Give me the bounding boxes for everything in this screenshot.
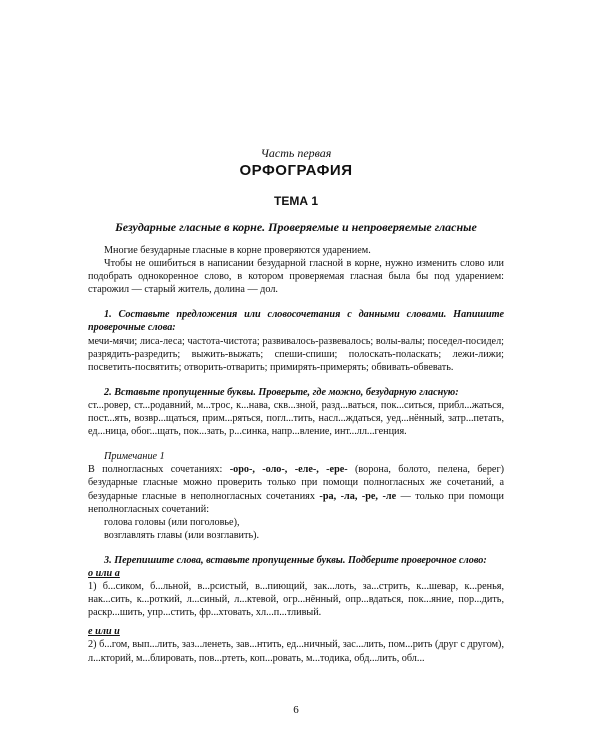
task-3-group-1-text: 1) б...сиком, б...льной, в...рсистый, в...пиющий, зак...лоть, за...стрить, к...шевар, к...ренья, нак...сить, к...роткий, л...синый, л...ктевой, огр...нённый, опр...вдаться, пок...яние, пор...дить, раскр...шить, упр...стить, фр...хтовать, хл...п...тливый.	[88, 581, 504, 619]
task-1-title: 1. Составьте предложения или словосочетания с данными словами. Напишите проверочные слова:	[88, 309, 504, 334]
note-text: В полногласных сочетаниях: -оро-, -оло-, -еле-, -ере- (ворона, болото, пелена, берег) безударные гласные можно проверить только при помощи полногласных же сочетаний, а безударные гласные в неполногласных сочетаниях -ра, -ла, -ре, -ле — только при помощи неполногласных сочетаний:	[88, 464, 505, 515]
page-body	[88, 244, 504, 665]
section-title: ОРФОГРАФИЯ	[239, 162, 353, 179]
task-1-text: мечи-мячи; лиса-леса; частота-чистота; развивалось-развевалось; волы-валы; поседел-посидел; разрядить-разредить; выжить-выжать; спеши-спиши; полоскать-поласкать; лежи-лижи; посветить-посвятить; отворить-отварить; примирять-примерять; обвивать-обвевать.	[88, 335, 504, 373]
note-combos-short: -ра, -ла, -ре, -ле	[319, 490, 397, 502]
page-number: 6	[293, 704, 299, 716]
intro-paragraph-2: Чтобы не ошибиться в написании безударной гласной в корне, нужно изменить слово или подобрать однокоренное слово, в котором проверяемая гласная была бы под ударением: старожил — старый житель, долина — дол.	[88, 258, 504, 296]
task-2-title: 2. Вставьте пропущенные буквы. Проверьте, где можно, безударную гласную:	[104, 386, 459, 398]
topic-subtitle: Безударные гласные в корне. Проверяемые и непроверяемые гласные	[115, 220, 477, 234]
note-combos-full: -оро-, -оло-, -еле-, -ере-	[229, 464, 348, 476]
part-title: Часть первая	[260, 146, 332, 160]
task-3-group-1-head: о или а	[88, 567, 120, 579]
topic-title: ТЕМА 1	[273, 194, 318, 208]
task-3-title: 3. Перепишите слова, вставьте пропущенные буквы. Подберите проверочное слово:	[104, 554, 487, 566]
task-3-group-2-head: е или и	[88, 626, 120, 638]
document-page	[88, 0, 504, 750]
intro-paragraph-1: Многие безударные гласные в корне проверяются ударением.	[104, 245, 371, 256]
note-label: Примечание 1	[104, 451, 165, 463]
note-example-2: возглавлять главы (или возглавить).	[104, 529, 260, 541]
task-3-group-2-text: 2) б...гом, вып...лить, заз...ленеть, зав...нтить, ед...ничный, зас...лить, пом...рить (друг с другом), л...кторий, м...блировать, пов...ртеть, коп...ровать, м...тодика, обд...лить, обл...	[88, 639, 504, 664]
note-example-1: голова головы (или поголовье),	[104, 516, 240, 528]
task-2-text: ст...ровер, ст...родавний, м...трос, к...нава, скв...зной, разд...ваться, пок...ситься, прибл...жаться, пост...ять, возвр...щаться, прим...ряться, погл...тить, насл...ждаться, уед...нённый, затр...петать, ед...ница, обог...щать, пок...зать, р...синка, напр...вление, инт...лл...генция.	[88, 399, 504, 438]
